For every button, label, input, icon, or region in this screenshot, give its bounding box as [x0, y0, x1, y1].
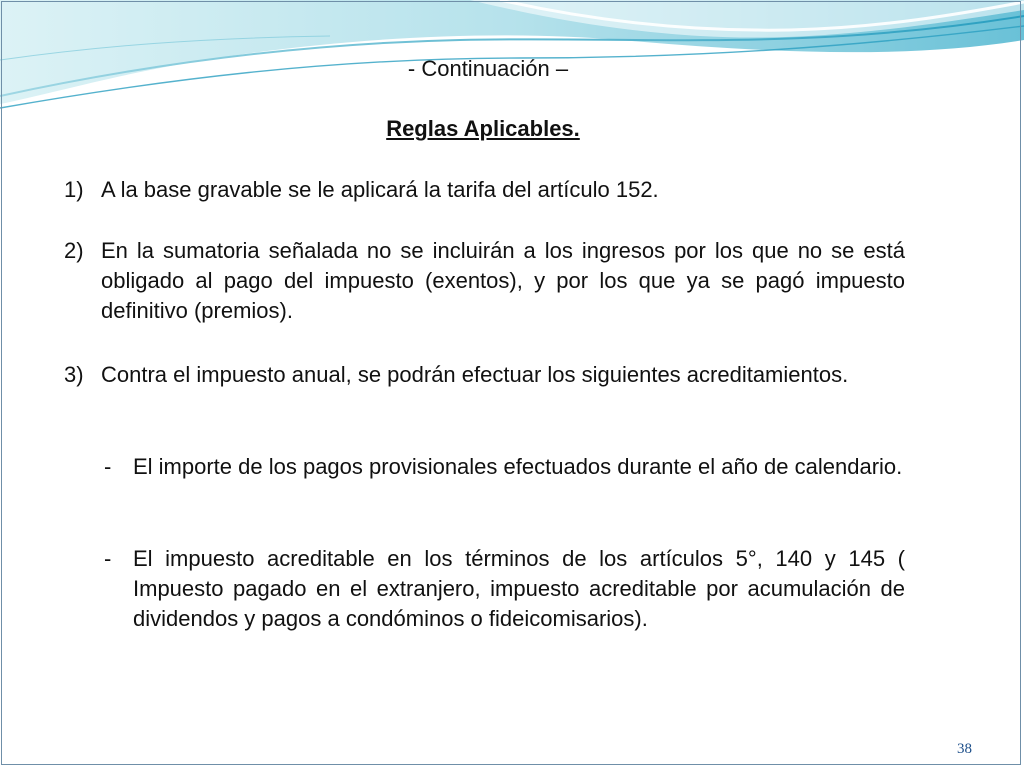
slide-subtitle: - Continuación – — [407, 56, 569, 81]
credit-item-1 — [104, 452, 905, 482]
rule-item-3 — [64, 360, 905, 390]
slide-heading: Reglas Aplicables. — [386, 116, 580, 141]
rule-text: En la sumatoria señalada no se incluirán a los ingresos por los que no se está obligado al pago del impuesto (exentos), y por los que ya se pagó impuesto definitivo (premios). — [101, 238, 905, 323]
dash-bullet: - — [104, 454, 112, 479]
rule-number: 2) — [64, 238, 84, 263]
page-number: 38 — [957, 741, 972, 757]
credit-text: El impuesto acreditable en los términos de los artículos 5°, 140 y 145 ( Impuesto pagado en el extranjero, impuesto acreditable por acumulación de dividendos y pagos a condóminos o fideicomisarios). — [133, 546, 905, 631]
rule-item-2 — [64, 236, 905, 326]
rule-number: 3) — [64, 362, 84, 387]
credit-item-2 — [104, 544, 905, 634]
dash-bullet: - — [104, 546, 112, 571]
rule-number: 1) — [64, 177, 84, 202]
credit-text: El importe de los pagos provisionales efectuados durante el año de calendario. — [133, 454, 903, 479]
rule-item-1 — [64, 175, 905, 205]
rule-text: Contra el impuesto anual, se podrán efectuar los siguientes acreditamientos. — [101, 362, 849, 387]
rule-text: A la base gravable se le aplicará la tarifa del artículo 152. — [101, 177, 659, 202]
